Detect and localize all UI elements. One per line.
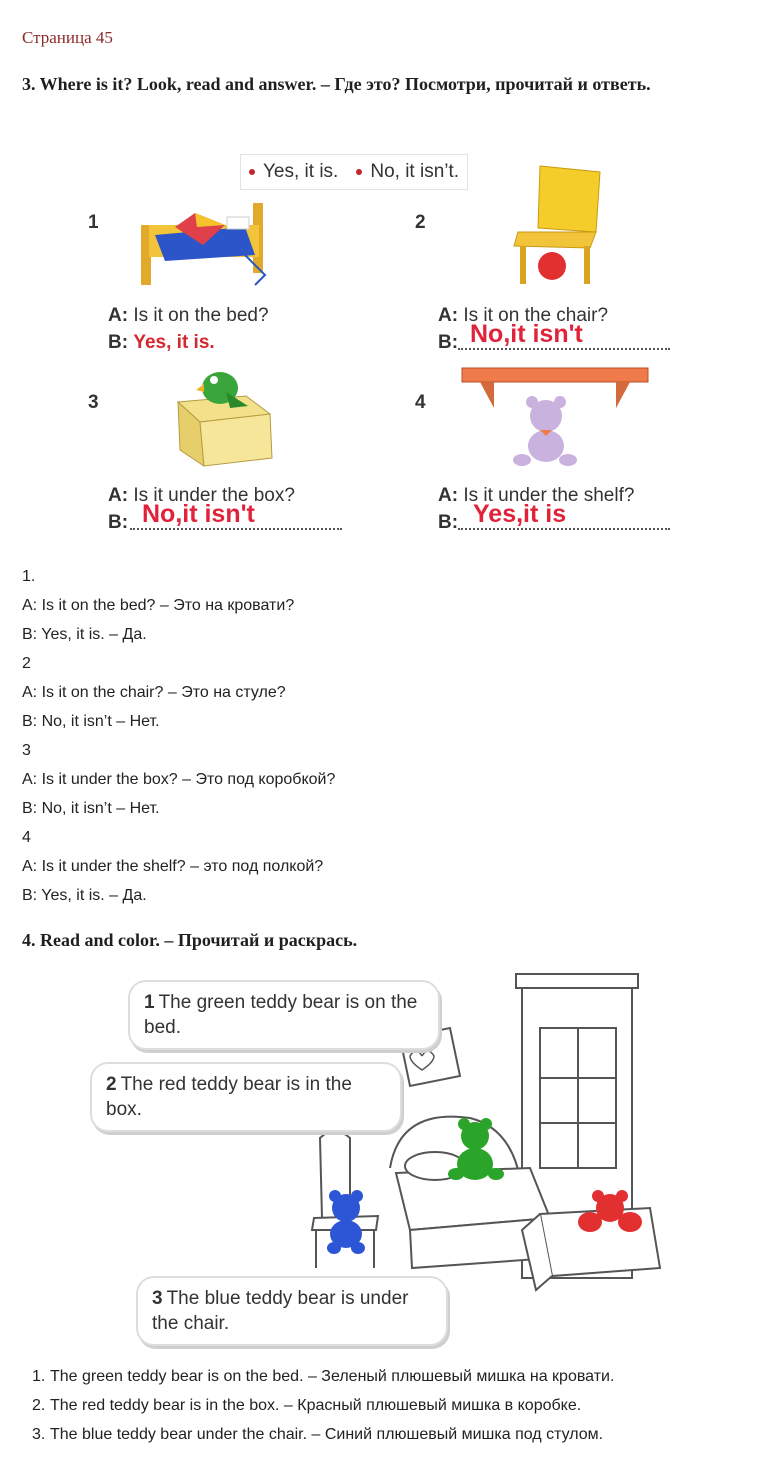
bubble-2: 2 The red teddy bear is in the box. — [90, 1062, 402, 1132]
translation-line: A: Is it on the chair? – Это на стуле? — [22, 684, 286, 701]
legend-no: No, it isn’t. — [356, 161, 459, 183]
question-1: A: Is it on the bed? — [108, 305, 269, 326]
translation-line: 1. — [22, 568, 36, 585]
bed-with-ball-picture — [135, 195, 275, 290]
bear-under-shelf-picture — [460, 364, 660, 474]
translation-line: A: Is it under the shelf? – это под полкой? — [22, 858, 324, 875]
translation-line: B: No, it isn’t – Нет. — [22, 800, 160, 817]
legend-yes: Yes, it is. — [249, 161, 338, 183]
task4-answers — [32, 1362, 614, 1449]
answer-2: No,it isn't — [470, 320, 583, 348]
answer-2-label: B: — [438, 332, 459, 353]
answer-4-label: B: — [438, 512, 459, 533]
answer-4: Yes,it is — [473, 500, 567, 528]
translation-line: A: Is it under the box? – Это под коробкой? — [22, 771, 336, 788]
answer-1: B: Yes, it is. — [108, 332, 215, 353]
chair-with-ball-picture — [510, 162, 610, 287]
translation-line: A: Is it on the bed? – Это на кровати? — [22, 597, 295, 614]
item-number: 2 — [415, 212, 426, 233]
exercise3-picture — [80, 150, 700, 540]
answer-line: 1. The green teddy bear is on the bed. – Зеленый плюшевый мишка на кровати. — [32, 1368, 615, 1385]
item-number: 1 — [88, 212, 99, 233]
item-number: 4 — [415, 392, 426, 413]
answer-3: No,it isn't — [142, 500, 255, 528]
translation-line: B: No, it isn’t – Нет. — [22, 713, 160, 730]
translation-line: B: Yes, it is. – Да. — [22, 887, 147, 904]
task3-translation — [22, 562, 335, 910]
parrot-in-box-picture — [170, 362, 280, 472]
translation-line: B: Yes, it is. – Да. — [22, 626, 147, 643]
translation-line: 4 — [22, 829, 31, 846]
question-3: A: Is it under the box? — [108, 485, 295, 506]
bubble-1: 1 The green teddy bear is on the bed. — [128, 980, 440, 1050]
answer-3-label: B: — [108, 512, 129, 533]
translation-line: 3 — [22, 742, 31, 759]
item-number: 3 — [88, 392, 99, 413]
question-2: A: Is it on the chair? — [438, 305, 609, 326]
task4-title: 4. Read and color. – Прочитай и раскрась. — [22, 930, 358, 950]
answer-line: 2. The red teddy bear is in the box. – Красный плюшевый мишка в коробке. — [32, 1397, 582, 1414]
exercise4-picture — [80, 968, 700, 1338]
answer-legend — [240, 154, 468, 190]
page-label: Страница 45 — [22, 28, 113, 47]
question-4: A: Is it under the shelf? — [438, 485, 635, 506]
answer-line: 3. The blue teddy bear under the chair. – Синий плюшевый мишка под стулом. — [32, 1426, 604, 1443]
translation-line: 2 — [22, 655, 31, 672]
task3-title: 3. Where is it? Look, read and answer. – Где это? Посмотри, прочитай и ответь. — [22, 74, 651, 94]
bubble-3: 3 The blue teddy bear is under the chair. — [136, 1276, 448, 1346]
